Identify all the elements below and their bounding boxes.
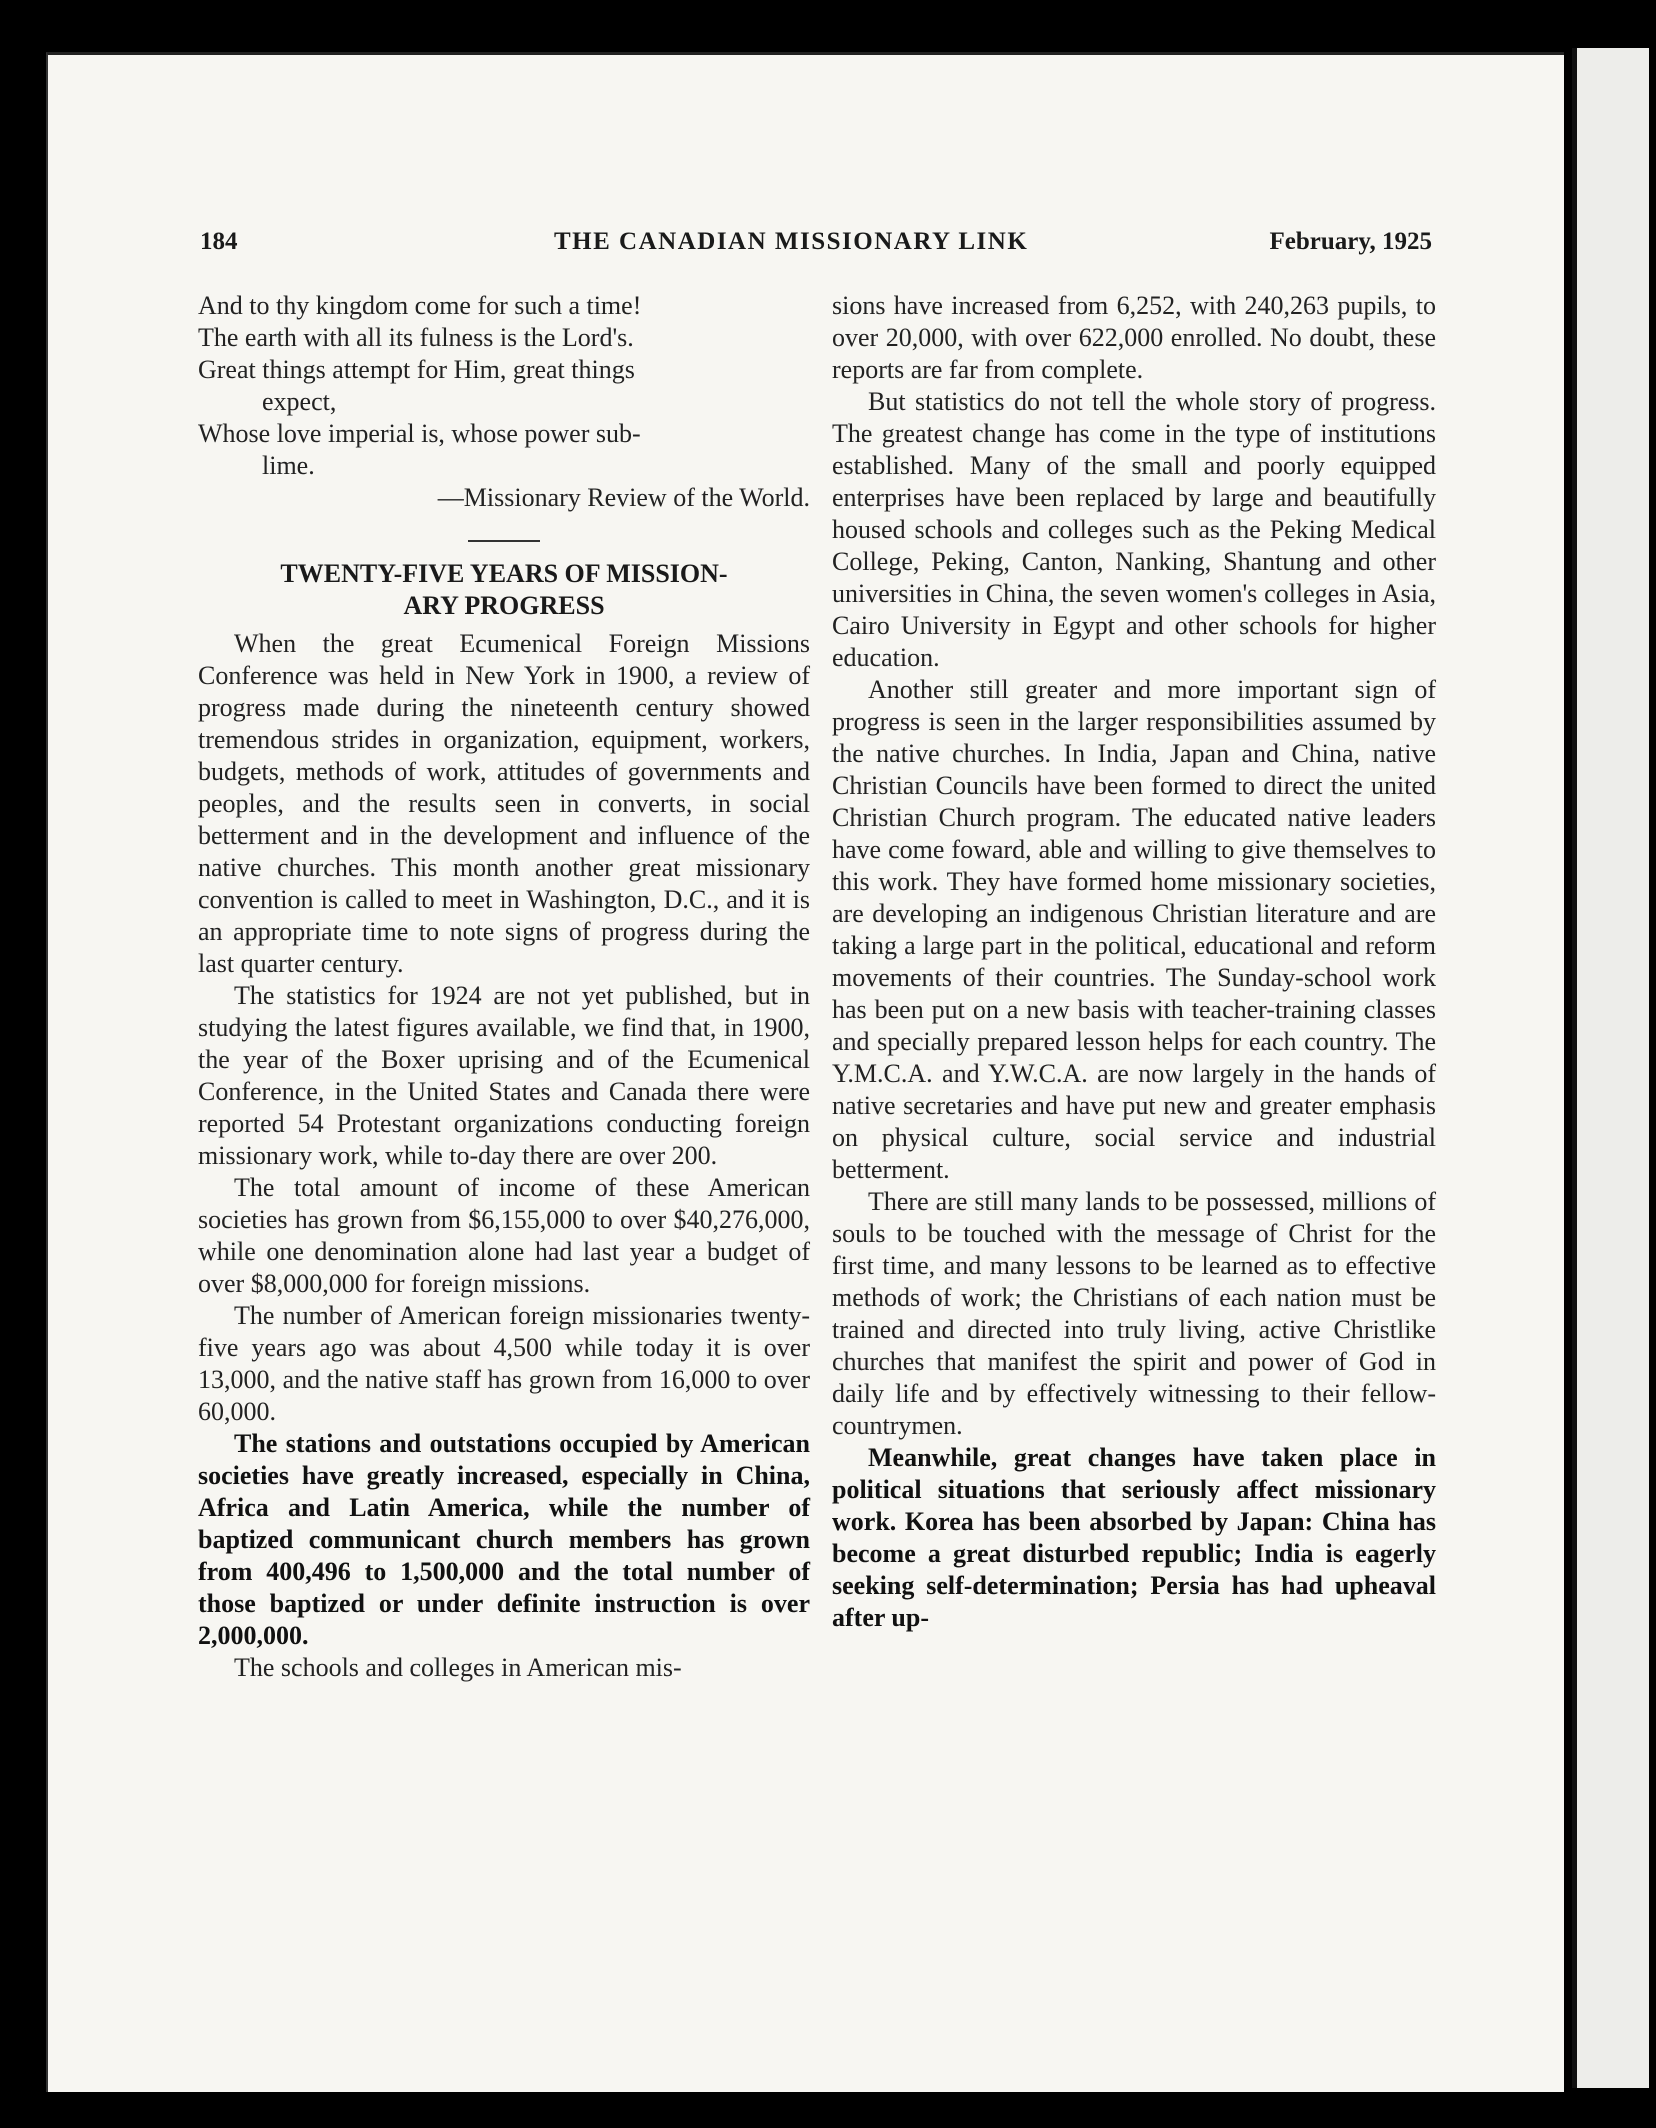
scan-bottom-border bbox=[0, 2092, 1656, 2128]
journal-title: THE CANADIAN MISSIONARY LINK bbox=[554, 228, 1029, 255]
poem bbox=[198, 290, 810, 514]
poem-line: Great things attempt for Him, great things bbox=[198, 355, 635, 384]
article-paragraph: The stations and outstations occupied by American societies have greatly increased, especially in China, Africa and Latin America, while the number of baptized communicant church members has grown from 400,496 to 1,500,000 and the total number of those baptized or under definite instruction is over 2,000,000. bbox=[198, 1429, 810, 1650]
poem-line: expect, bbox=[262, 387, 337, 416]
article-paragraph: sions have increased from 6,252, with 240,263 pupils, to over 20,000, with over 622,000 enrolled. No doubt, these reports are far from complete. bbox=[832, 291, 1436, 384]
article-paragraph: When the great Ecumenical Foreign Missions Conference was held in New York in 1900, a review of progress made during the nineteenth century showed tremendous strides in organization, equipment, workers, budgets, methods of work, attitudes of governments and peoples, and the results seen in converts, in social betterment and in the development and influence of the native churches. This month another great missionary convention is called to meet in Washington, D.C., and it is an appropriate time to note signs of progress during the last quarter century. bbox=[198, 629, 810, 978]
article-paragraph: The statistics for 1924 are not yet published, but in studying the latest figures available, we find that, in 1900, the year of the Boxer uprising and of the Ecumenical Conference, in the United States and Canada there were reported 54 Protestant organizations conducting foreign missionary work, while to-day there are over 200. bbox=[198, 981, 810, 1170]
poem-line: And to thy kingdom come for such a time! bbox=[198, 291, 642, 320]
facing-page-edge bbox=[1572, 48, 1649, 2088]
article-paragraph: Another still greater and more important sign of progress is seen in the larger responsibilities assumed by the native churches. In India, Japan and China, native Christian Councils have been formed to direct the united Christian Church program. The educated native leaders have come foward, able and willing to give themselves to this work. They have formed home missionary societies, are developing an indigenous Christian literature and are taking a large part in the political, educational and reform movements of their countries. The Sunday-school work has been put on a new basis with teacher-training classes and specially prepared lesson helps for each country. The Y.M.C.A. and Y.W.C.A. are now largely in the hands of native secretaries and have put new and greater emphasis on physical culture, social service and industrial betterment. bbox=[832, 675, 1436, 1184]
issue-date: February, 1925 bbox=[1269, 228, 1432, 255]
article-paragraph: But statistics do not tell the whole story of progress. The greatest change has come in the type of institutions established. Many of the small and poorly equipped enterprises have been replaced by large and beautifully housed schools and colleges such as the Peking Medical College, Peking, Canton, Nanking, Shantung and other universities in China, the seven women's colleges in Asia, Cairo University in Egypt and other schools for higher education. bbox=[832, 387, 1436, 672]
poem-line: Whose love imperial is, whose power sub- bbox=[198, 419, 641, 448]
page-number: 184 bbox=[200, 228, 238, 255]
section-divider bbox=[468, 540, 540, 542]
article-title bbox=[198, 558, 810, 622]
poem-attribution: —Missionary Review of the World. bbox=[437, 483, 810, 512]
article-title-line: TWENTY-FIVE YEARS OF MISSION- bbox=[280, 559, 728, 588]
article-paragraph: The schools and colleges in American mis- bbox=[234, 1653, 682, 1682]
article-paragraph: There are still many lands to be possessed, millions of souls to be touched with the message of Christ for the first time, and many lessons to be learned as to effective methods of work; the Christians of each nation must be trained and directed into truly living, active Christlike churches that manifest the spirit and power of God in daily life and by effectively witnessing to their fellow-countrymen. bbox=[832, 1187, 1436, 1440]
article-paragraph: The total amount of income of these American societies has grown from $6,155,000 to over $40,276,000, while one denomination alone had last year a budget of over $8,000,000 for foreign missions. bbox=[198, 1173, 810, 1298]
right-column bbox=[832, 290, 1436, 1634]
article-paragraph: Meanwhile, great changes have taken place in political situations that seriously affect missionary work. Korea has been absorbed by Japan: China has become a great disturbed republic; India is eagerly seeking self-determination; Persia has had upheaval after up- bbox=[832, 1443, 1436, 1632]
scan-top-border bbox=[0, 0, 1656, 52]
left-column bbox=[198, 290, 810, 1684]
running-header bbox=[200, 228, 1432, 264]
poem-line: lime. bbox=[262, 451, 315, 480]
article-title-line: ARY PROGRESS bbox=[403, 591, 605, 620]
article-paragraph: The number of American foreign missionaries twenty-five years ago was about 4,500 while today it is over 13,000, and the native staff has grown from 16,000 to over 60,000. bbox=[198, 1301, 810, 1426]
poem-line: The earth with all its fulness is the Lord's. bbox=[198, 323, 634, 352]
